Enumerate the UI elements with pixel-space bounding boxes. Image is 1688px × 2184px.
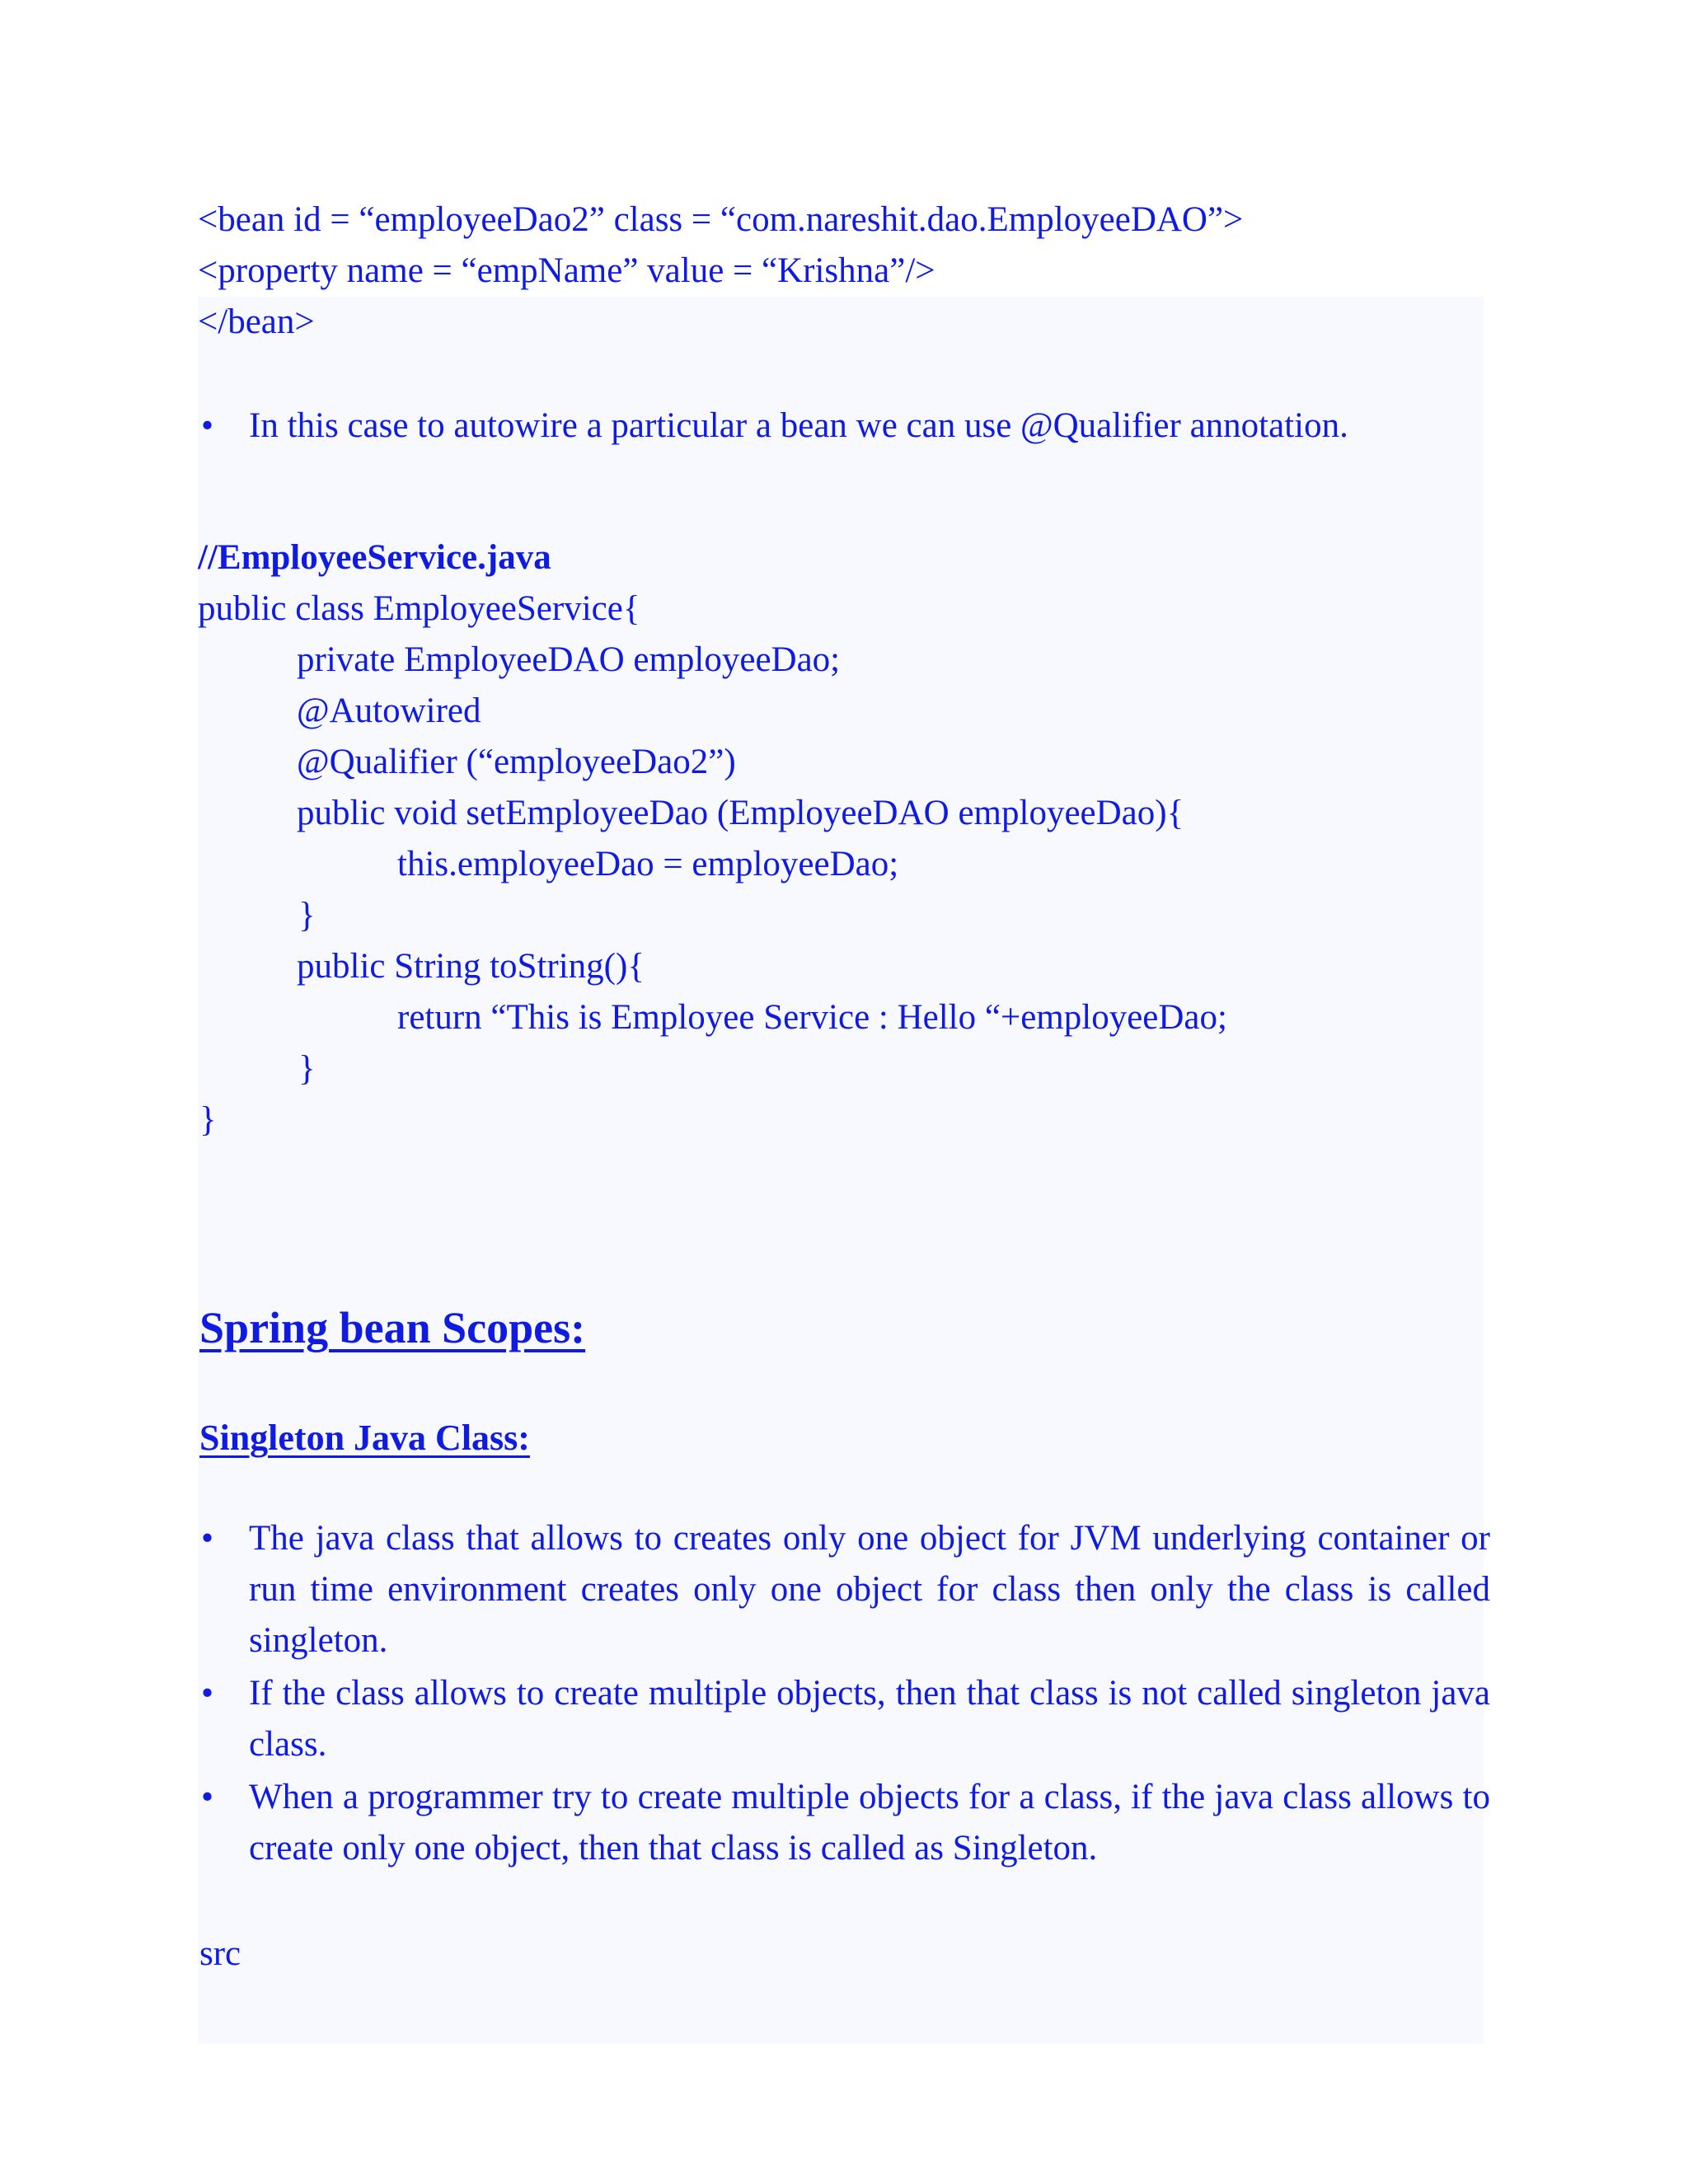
- subsection-heading: Singleton Java Class:: [199, 1418, 530, 1458]
- code-line-6: this.employeeDao = employeeDao;: [397, 845, 899, 883]
- singleton-bullet-3: [199, 1772, 1490, 1874]
- code-line-5: public void setEmployeeDao (EmployeeDAO employeeDao){: [297, 794, 1184, 832]
- code-line-2: private EmployeeDAO employeeDao;: [297, 640, 841, 679]
- code-line-3: @Autowired: [297, 691, 481, 730]
- bean-xml-line-1: <bean id = “employeeDao2” class = “com.nareshit.dao.EmployeeDAO”>: [198, 200, 1244, 239]
- code-line-9: return “This is Employee Service : Hello “+employeeDao;: [397, 998, 1227, 1037]
- note-bullet-text: In this case to autowire a particular a bean we can use @Qualifier annotation.: [249, 406, 1348, 445]
- code-line-10: }: [298, 1049, 316, 1088]
- code-line-7: }: [298, 896, 316, 935]
- code-line-8: public String toString(){: [297, 947, 645, 986]
- singleton-bullet-text: If the class allows to create multiple objects, then that class is not called singleton java class.: [249, 1674, 1490, 1764]
- bullet-icon: •: [201, 1519, 214, 1558]
- code-line-1: public class EmployeeService{: [198, 589, 640, 628]
- singleton-bullet-text: When a programmer try to create multiple objects for a class, if the java class allows to create only one object, then that class is called as Singleton.: [249, 1778, 1490, 1868]
- bean-xml-line-3: </bean>: [198, 302, 315, 341]
- bullet-icon: •: [201, 1674, 214, 1713]
- code-line-11: }: [199, 1100, 217, 1139]
- bean-xml-line-2: <property name = “empName” value = “Krishna”/>: [198, 251, 935, 290]
- trailing-text: src: [199, 1934, 241, 1973]
- code-line-4: @Qualifier (“employeeDao2”): [297, 743, 736, 781]
- code-file-comment: //EmployeeService.java: [198, 538, 551, 577]
- singleton-bullet-2: [199, 1668, 1490, 1770]
- singleton-bullet-1: [199, 1513, 1490, 1666]
- note-bullet: [199, 401, 1490, 452]
- bullet-icon: •: [201, 1778, 214, 1816]
- bullet-icon: •: [201, 406, 214, 445]
- section-heading: Spring bean Scopes:: [199, 1303, 586, 1352]
- singleton-bullet-text: The java class that allows to creates only one object for JVM underlying container or run time environment creates only one object for class then only the class is called singleton.: [249, 1519, 1490, 1660]
